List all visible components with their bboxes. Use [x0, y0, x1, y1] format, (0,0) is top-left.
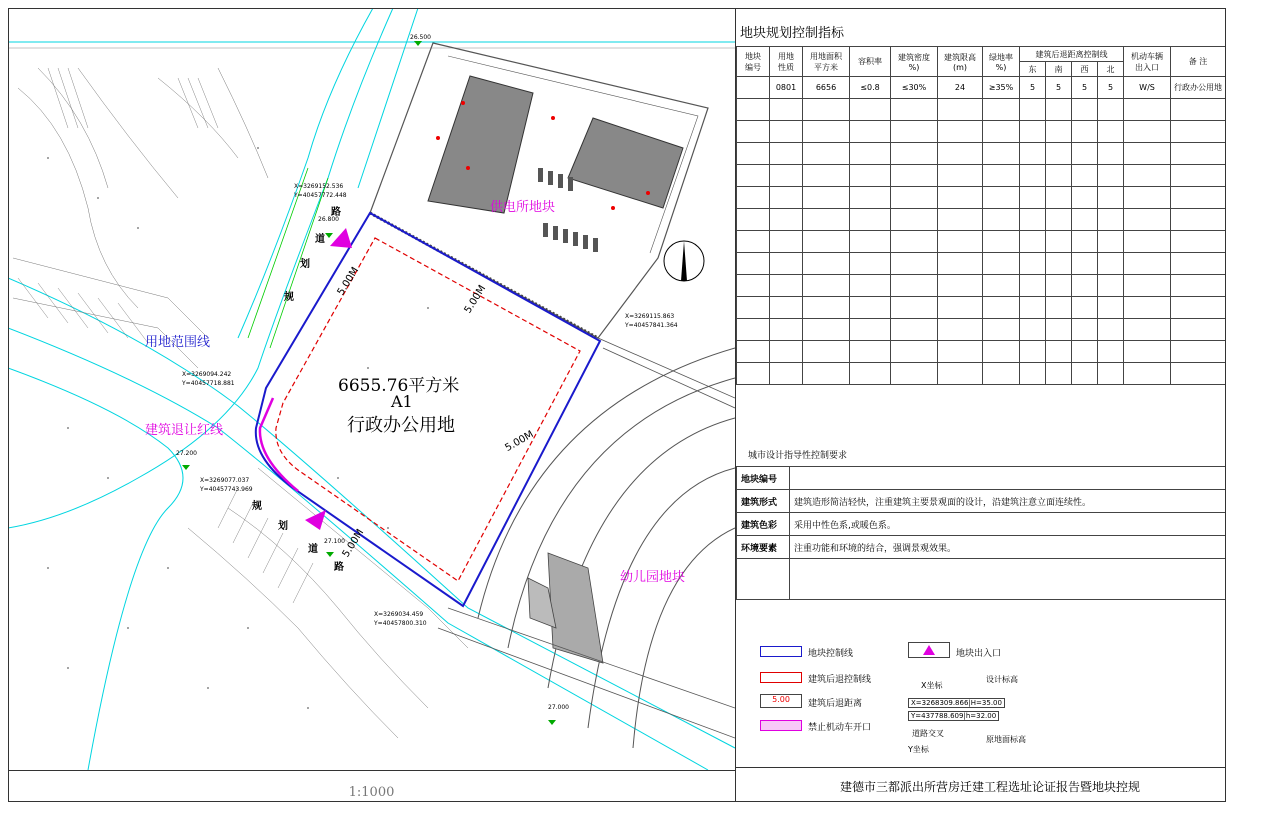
setback-dim-1: 5.00M [335, 265, 362, 298]
legend-control-line-label: 地块控制线 [808, 649, 854, 659]
hd-west: 西 [1072, 62, 1098, 77]
coord-4a: X=3269077.037 [200, 477, 250, 484]
hd-south: 南 [1046, 62, 1072, 77]
table-row [737, 513, 1226, 536]
urban-design-table [736, 466, 1226, 600]
legend-coord-x-text: X=3268309.866 [911, 699, 969, 707]
ud-key: 地块编号 [737, 467, 790, 490]
ud-key: 建筑形式 [737, 490, 790, 513]
hd-area: 用地面积 平方米 [803, 47, 850, 77]
hd-parcel-no: 地块 编号 [737, 47, 770, 77]
coord-2b: Y=40457841.364 [625, 322, 678, 329]
ud-key: 建筑色彩 [737, 513, 790, 536]
coord-1a: X=3269152.536 [294, 183, 344, 190]
legend-orig-elev: 原地面标高 [986, 735, 1026, 744]
hd-setback: 建筑后退距离控制线 [1020, 47, 1124, 62]
road-label-a2: 划 [300, 259, 310, 270]
hd-land-type: 用地 性质 [770, 47, 803, 77]
footer-title: 建德市三都派出所营房迁建工程选址论证报告暨地块控规 [839, 780, 1140, 794]
setback-dim-4: 5.00M [340, 527, 367, 560]
ud-value: 注重功能和环境的结合，强调景观效果。 [790, 536, 1226, 559]
hd-far: 容积率 [850, 47, 891, 77]
elevation-1: 26.500 [410, 34, 431, 41]
legend-no-vehicle-swatch [760, 720, 802, 731]
road-label-a3: 道 [315, 234, 325, 245]
land-use-label: 行政办公用地 [347, 415, 455, 436]
elevation-2: 26.800 [318, 216, 339, 223]
site-plan-map [8, 8, 735, 770]
elevation-3: 27.200 [176, 450, 197, 457]
table-row [737, 536, 1226, 559]
control-table [736, 46, 1226, 385]
ud-value [790, 467, 1226, 490]
legend-setback-line-swatch [760, 672, 802, 683]
hd-green: 绿地率 %) [983, 47, 1020, 77]
hd-east: 东 [1020, 62, 1046, 77]
ud-key: 环境要素 [737, 536, 790, 559]
legend-x-coord: X坐标 [921, 681, 943, 690]
legend-h2-text: h=32.00 [965, 712, 997, 720]
legend-no-vehicle-label: 禁止机动车开口 [808, 723, 872, 733]
cell-parcel-no [737, 77, 770, 99]
cell-note: 行政办公用地 [1171, 77, 1226, 99]
legend-entrance-label: 地块出入口 [956, 649, 1002, 659]
coord-5b: Y=40457800.310 [374, 620, 427, 627]
road-label-b1: 规 [252, 501, 262, 512]
legend-entrance-swatch [908, 642, 950, 658]
legend-coord-sample-y: Y=437788.609|h=32.00 [908, 711, 999, 721]
cell-far: ≤0.8 [850, 77, 891, 99]
road-label-b3: 道 [308, 544, 318, 555]
scale-label: 1:1000 [8, 770, 735, 803]
cell-green: ≥35% [983, 77, 1020, 99]
kindergarten-label: 幼儿园地块 [620, 570, 686, 585]
hd-vehicle: 机动车辆 出入口 [1124, 47, 1171, 77]
setback-dim-3: 5.00M [503, 429, 536, 454]
road-label-a1: 规 [284, 292, 294, 303]
entrance-triangle-icon [909, 643, 949, 657]
urban-design-title: 城市设计指导性控制要求 [748, 451, 848, 461]
legend-coord-y-text: Y=437788.609 [911, 712, 964, 720]
cell-density: ≤30% [891, 77, 938, 99]
coord-2a: X=3269115.863 [625, 313, 675, 320]
table-row [737, 490, 1226, 513]
land-code-label: A1 [391, 392, 413, 411]
legend-setback-line-label: 建筑后退控制线 [808, 675, 872, 685]
area-label: 6655.76平方米 [338, 376, 460, 396]
cell-height: 24 [938, 77, 983, 99]
hd-north: 北 [1098, 62, 1124, 77]
coord-3a: X=3269094.242 [182, 371, 232, 378]
ud-value: 采用中性色系,或暖色系。 [790, 513, 1226, 536]
elevation-5: 27.000 [548, 704, 569, 711]
power-parcel-label: 供电所地块 [490, 200, 556, 215]
legend-y-coord: Y坐标 [908, 745, 929, 754]
elevation-4: 27.100 [324, 538, 345, 545]
ud-value: 建筑造形简洁轻快，注重建筑主要景观面的设计，沿建筑注意立面连续性。 [790, 490, 1226, 513]
legend-setback-dist-label: 建筑后退距离 [808, 699, 863, 709]
cell-west: 5 [1072, 77, 1098, 99]
coord-3b: Y=40457718.881 [182, 380, 235, 387]
road-label-b4: 路 [334, 562, 344, 573]
road-label-a4: 路 [331, 207, 341, 218]
coord-1b: Y=40457772.448 [294, 192, 347, 199]
footer [736, 767, 1226, 802]
hd-note: 备 注 [1171, 47, 1226, 77]
coord-5a: X=3269034.459 [374, 611, 424, 618]
boundary-line-label: 用地范围线 [145, 335, 211, 350]
legend-road-cross: 道路交叉 [912, 729, 944, 738]
legend-coord-sample-x: X=3268309.866|H=35.00 [908, 698, 1005, 708]
cell-east: 5 [1020, 77, 1046, 99]
setback-dim-2: 5.00M [462, 283, 489, 316]
hd-density: 建筑密度 %) [891, 47, 938, 77]
legend-control-line-swatch [760, 646, 802, 657]
cell-south: 5 [1046, 77, 1072, 99]
road-label-b2: 划 [278, 521, 288, 532]
legend-setback-dist-sample: 5.00 [760, 694, 802, 708]
setback-red-line-label: 建筑退让红线 [145, 423, 224, 438]
control-table-title: 地块规划控制指标 [740, 26, 845, 41]
cell-area: 6656 [803, 77, 850, 99]
coord-4b: Y=40457743.969 [200, 486, 253, 493]
control-panel [735, 8, 1226, 802]
table-row [737, 77, 1226, 99]
legend-design-elev: 设计标高 [986, 675, 1018, 684]
table-row [737, 467, 1226, 490]
legend-h1-text: H=35.00 [970, 699, 1002, 707]
cell-land-type: 0801 [770, 77, 803, 99]
cell-north: 5 [1098, 77, 1124, 99]
legend [736, 628, 1226, 768]
cell-vehicle: W/S [1124, 77, 1171, 99]
hd-height: 建筑限高 (m) [938, 47, 983, 77]
